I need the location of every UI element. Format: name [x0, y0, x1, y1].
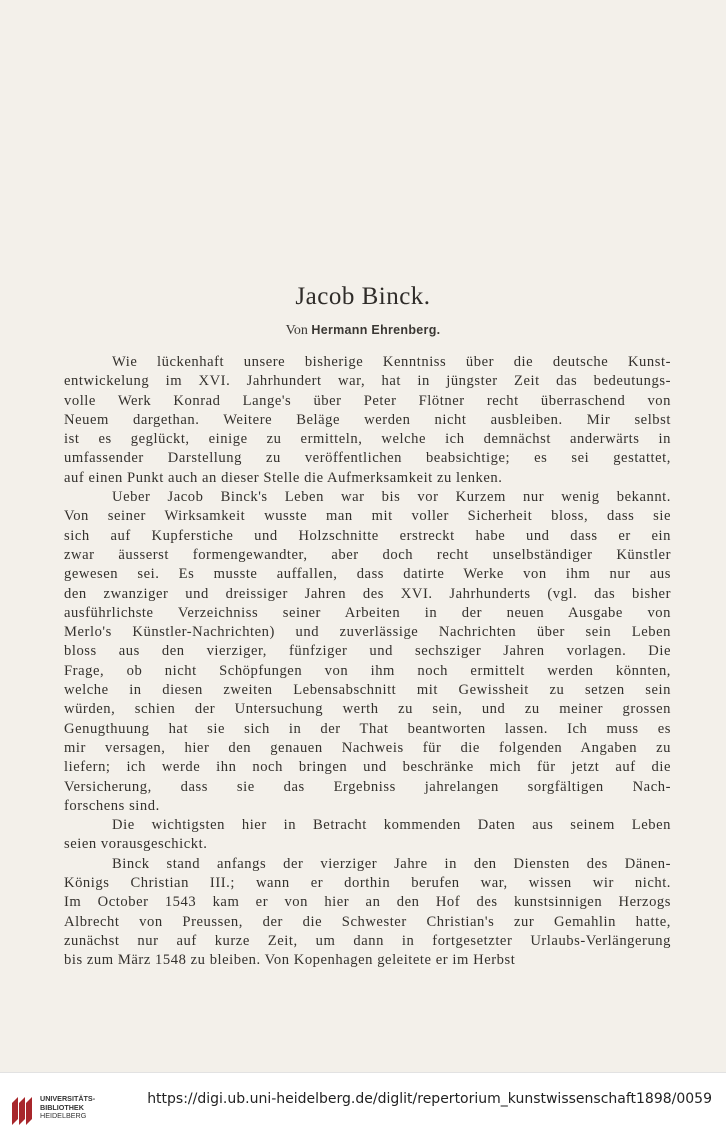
text-line: Binck stand anfangs der vierziger Jahre in den Diensten des Dänen- — [112, 855, 671, 872]
article-byline — [0, 323, 726, 339]
text-line: Von seiner Wirksamkeit wusste man mit voller Sicherheit bloss, dass sie — [64, 508, 671, 525]
text-line: Ueber Jacob Binck's Leben war bis vor Kurzem nur wenig bekannt. — [112, 489, 671, 506]
article-body — [64, 353, 671, 971]
text-line: den zwanziger und dreissiger Jahren des XVI. Jahrhunderts (vgl. das bisher — [64, 585, 671, 602]
text-line: forschens sind. — [64, 797, 160, 814]
text-line: Neuem dargethan. Weitere Beläge werden nicht ausbleiben. Mir selbst — [64, 411, 671, 428]
text-line: welche in diesen zweiten Lebensabschnitt mit Gewissheit zu setzen sein — [64, 682, 671, 699]
text-line: zunächst nur auf kurze Zeit, um dann in fortgesetzter Urlaubs-Verlängerung — [64, 932, 671, 949]
text-line: liefern; ich werde ihn noch bringen und beschränke mich für jetzt auf die — [64, 759, 671, 776]
text-line: entwickelung im XVI. Jahrhundert war, hat in jüngster Zeit das bedeutungs- — [64, 373, 671, 390]
text-line: volle Werk Konrad Lange's über Peter Flötner recht überraschend von — [64, 392, 671, 409]
text-line: bloss aus den vierziger, fünfziger und sechsziger Jahren vorlagen. Die — [64, 643, 671, 660]
text-line: auf einen Punkt auch an dieser Stelle die Aufmerksamkeit zu lenken. — [64, 469, 503, 486]
text-line: Frage, ob nicht Schöpfungen von ihm noch ermittelt werden könnten, — [64, 662, 671, 679]
page-url[interactable]: https://digi.ub.uni-heidelberg.de/diglit/repertorium_kunstwissenschaft1898/0059 — [147, 1091, 712, 1107]
text-line: Die wichtigsten hier in Betracht kommenden Daten aus seinem Leben — [112, 817, 671, 834]
text-line: umfassender Darstellung zu veröffentlichen beabsichtige; es sei gestattet, — [64, 450, 671, 467]
university-library-logo-icon — [9, 1095, 35, 1127]
text-line: mir versagen, hier den genauen Nachweis für die folgenden Angaben zu — [64, 739, 671, 756]
article-title: Jacob Binck. — [295, 283, 431, 310]
text-line: Wie lückenhaft unsere bisherige Kenntniss über die deutsche Kunst- — [112, 354, 671, 370]
text-line: sich auf Kupferstiche und Holzschnitte erstreckt habe und dass er ein — [64, 527, 671, 544]
viewer-footer — [0, 1072, 726, 1137]
text-line: bis zum März 1548 zu bleiben. Von Kopenhagen geleitete er im Herbst — [64, 952, 516, 969]
byline-prefix: Von — [285, 323, 308, 338]
author-name: Hermann Ehrenberg. — [311, 323, 441, 337]
library-name: UNIVERSITÄTS- BIBLIOTHEK HEIDELBERG — [40, 1094, 96, 1121]
text-line: Genugthuung hat sie sich in der That beantworten lassen. Ich muss es — [64, 720, 671, 737]
text-line: Albrecht von Preussen, der die Schwester Christian's zur Gemahlin hatte, — [64, 913, 671, 930]
text-line: Königs Christian III.; wann er dorthin berufen war, wissen wir nicht. — [64, 875, 671, 892]
text-line: Merlo's Künstler-Nachrichten) und zuverlässige Nachrichten über sein Leben — [64, 624, 671, 641]
text-line: Im October 1543 kam er von hier an den Hof des kunstsinnigen Herzogs — [64, 894, 671, 911]
text-line: ist es geglückt, einige zu ermitteln, welche ich demnächst anderwärts in — [64, 431, 671, 448]
text-line: zwar äusserst formengewandter, aber doch recht unselbständiger Künstler — [64, 546, 671, 563]
text-line: gewesen sei. Es musste auffallen, dass datirte Werke von ihm nur aus — [64, 566, 671, 583]
text-line: ausführlichste Verzeichniss seiner Arbeiten in der neuen Ausgabe von — [64, 604, 671, 621]
text-line: Versicherung, dass sie das Ergebniss jahrelangen sorgfältigen Nach- — [64, 778, 671, 795]
text-line: würden, schien der Untersuchung werth zu sein, und zu meiner grossen — [64, 701, 671, 718]
text-line: seien vorausgeschickt. — [64, 836, 208, 853]
